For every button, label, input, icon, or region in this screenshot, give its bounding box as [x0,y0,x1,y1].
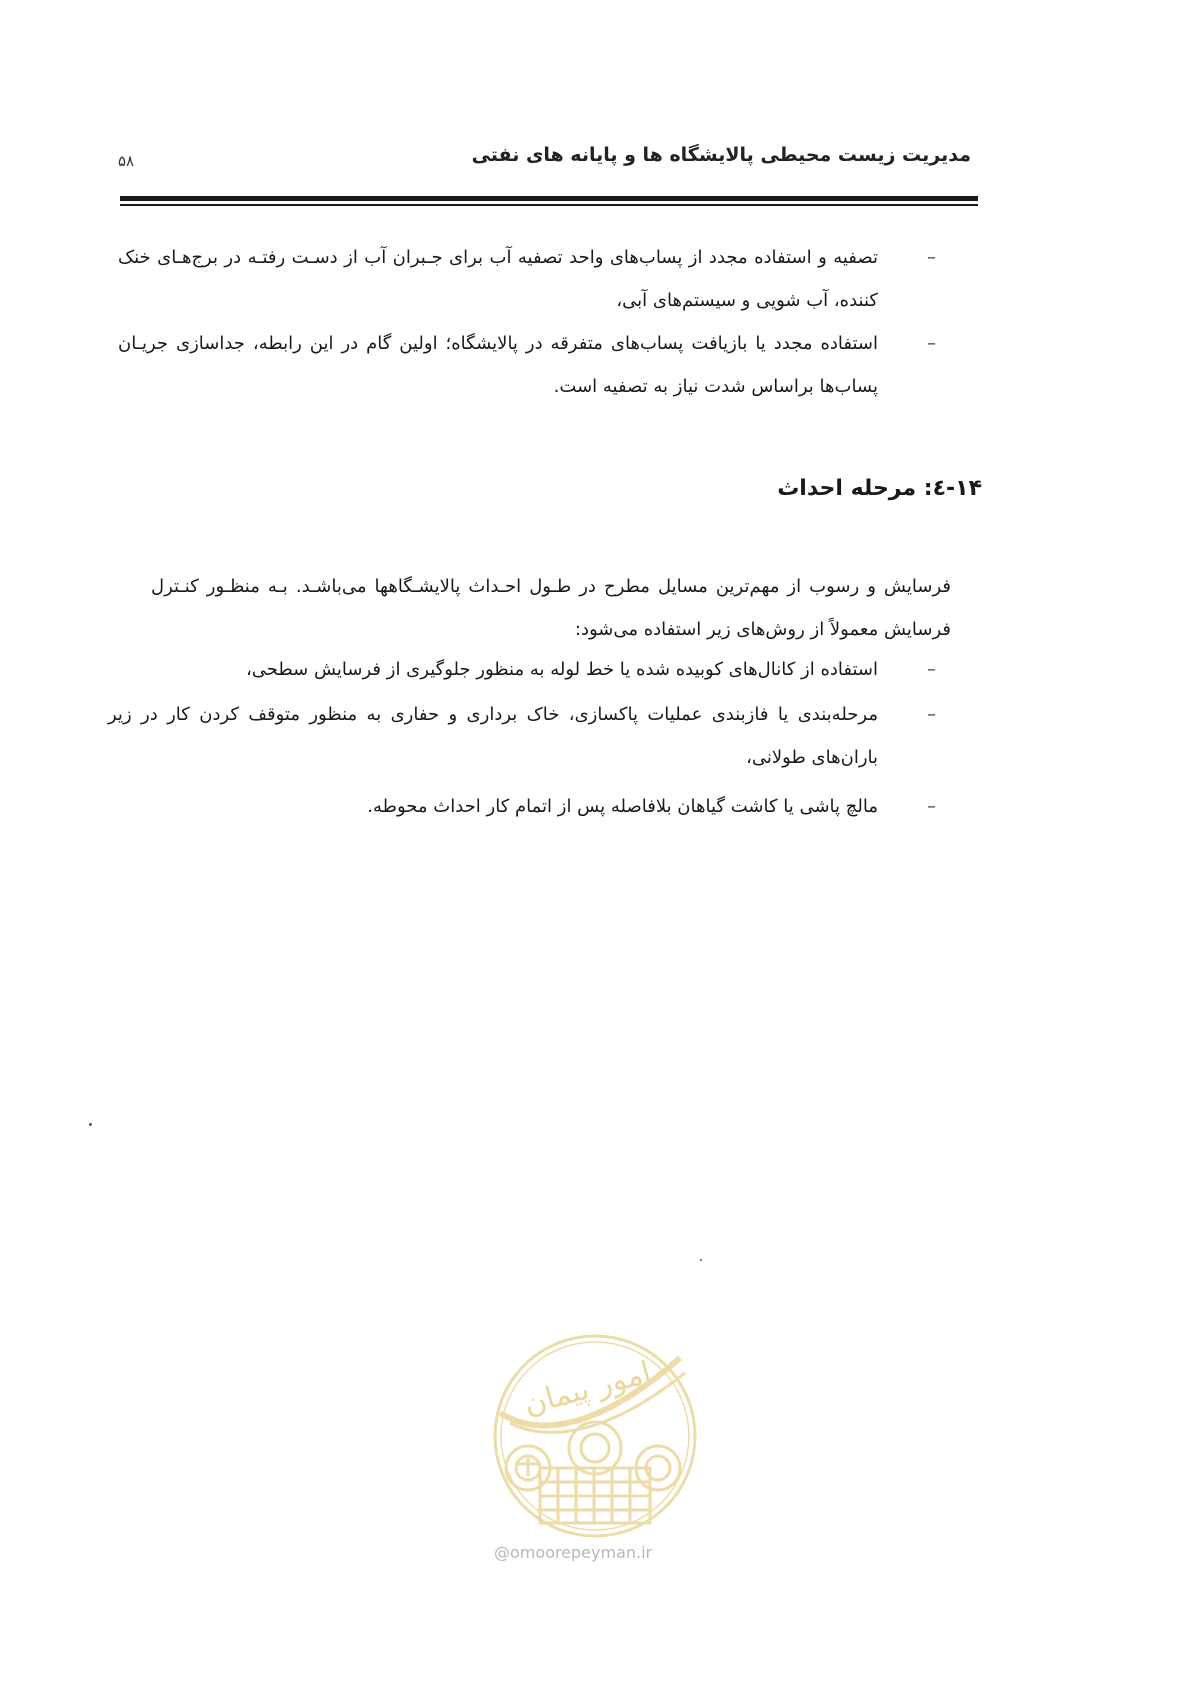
bullet-text: مرحله‌بندی یا فازبندی عملیات پاکسازی، خاک برداری و حفاری به منظور متوقف کردن کار در زیر باران‌های طولانی، [108,704,878,768]
bullet-dash: – [927,704,936,725]
bullet-dash: – [927,333,936,354]
watermark-logo-text: امور پیمان [520,1355,655,1423]
scan-dot [700,1259,702,1261]
bullet-dash: – [927,659,936,680]
bullet-dash: – [927,247,936,268]
section-heading: ۱۴-٤: مرحله احداث [777,476,982,501]
bullet-text: مالچ پاشی یا کاشت گیاهان بلافاصله پس از اتمام کار احداث محوطه. [367,796,878,817]
top-bullet-1 [78,236,936,322]
section-bullet-2 [108,693,936,779]
page-number: ۵۸ [118,152,135,170]
section-bullet-1 [118,648,936,691]
watermark-url: @omoorepeyman.ir [494,1543,653,1562]
bullet-text: استفاده از کانال‌های کوبیده شده یا خط لوله به منظور جلوگیری از فرسایش سطحی، [245,659,878,680]
header-rule-thin [120,204,978,206]
header-rule-thick [120,196,978,201]
top-bullet-2 [78,322,936,408]
scan-dot [89,1123,92,1126]
section-bullet-3 [118,785,936,828]
bullet-text: استفاده مجدد یا بازیافت پساب‌های متفرقه در پالایشگاه؛ اولین گام در این رابطه، جداسازی جریـان پساب‌ها براساس شدت نیاز به تصفیه است. [118,333,878,397]
section-paragraph: فرسایش و رسوب از مهم‌ترین مسایل مطرح در طـول احـداث پالایشـگاهها می‌باشـد. بـه منظـور کنـترل فرسایش معمولاً از روش‌های زیر استفاده می‌شود: [151,576,951,640]
watermark-logo [480,1318,710,1648]
bullet-text: تصفیه و استفاده مجدد از پساب‌های واحد تصفیه آب برای جـبران آب از دسـت رفتـه در برج‌هـای خنک کننده، آب شویی و سیستم‌های آبی، [118,247,878,311]
running-title: مدیریت زیست محیطی پالایشگاه ها و پایانه های نفتی [471,144,971,166]
bullet-dash: – [927,796,936,817]
